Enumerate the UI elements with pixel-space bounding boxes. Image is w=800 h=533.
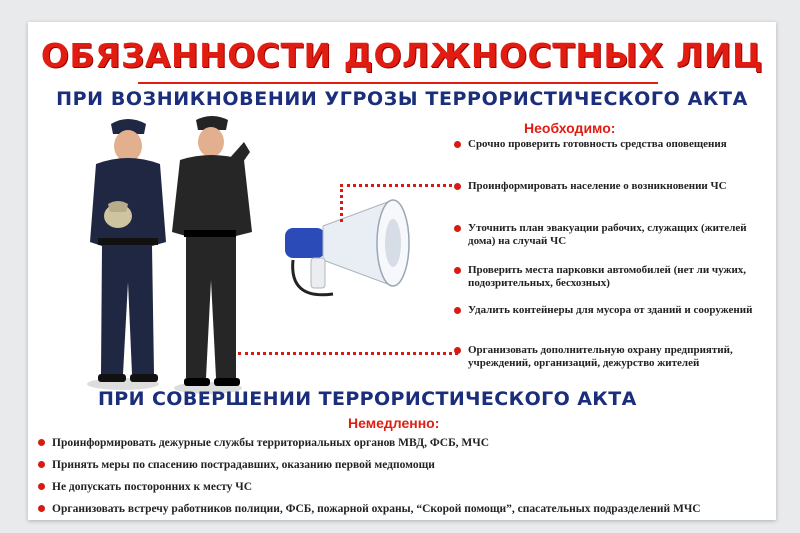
page-title xyxy=(28,36,776,75)
bullet-icon xyxy=(38,439,45,446)
bullet-icon xyxy=(454,347,461,354)
item-text: Организовать встречу работников полиции, ФСБ, пожарной охраны, “Скорой помощи”, спасательных подразделений МЧС xyxy=(52,503,701,515)
list-item xyxy=(450,222,770,248)
item-text: Принять меры по спасению пострадавших, оказанию первой медпомощи xyxy=(52,459,435,471)
item-text: Не допускать посторонних к месту ЧС xyxy=(52,481,253,493)
guard-figures xyxy=(68,112,258,402)
poster xyxy=(28,22,776,520)
connector-top-v xyxy=(340,184,343,222)
item-text: Проверить места парковки автомобилей (нет ли чужих, подозрительных, бесхозных) xyxy=(468,264,747,289)
item-text: Проинформировать население о возникновении ЧС xyxy=(468,180,727,192)
subtitle-act: ПРИ СОВЕРШЕНИИ ТЕРРОРИСТИЧЕСКОГО АКТА xyxy=(98,388,637,410)
list-item xyxy=(34,436,774,458)
bullet-icon xyxy=(454,267,461,274)
list-item xyxy=(34,458,774,480)
bullet-icon xyxy=(454,183,461,190)
list-item xyxy=(34,502,774,524)
bullet-icon xyxy=(454,225,461,232)
bullet-icon xyxy=(38,483,45,490)
list-item xyxy=(34,480,774,502)
item-text: Проинформировать дежурные службы территориальных органов МВД, ФСБ, МЧС xyxy=(52,437,490,449)
bullet-icon xyxy=(454,307,461,314)
list-item xyxy=(450,138,770,151)
megaphone-icon xyxy=(273,190,428,310)
bullet-icon xyxy=(38,505,45,512)
list-item xyxy=(450,264,770,290)
item-text: Организовать дополнительную охрану предприятий, учреждений, организаций, дежурство жителей xyxy=(468,344,733,369)
necessary-heading: Необходимо: xyxy=(524,120,616,136)
item-text: Срочно проверить готовность средства оповещения xyxy=(468,138,727,150)
connector-top-h xyxy=(340,184,458,187)
title-text: ОБЯЗАННОСТИ ДОЛЖНОСТНЫХ ЛИЦ xyxy=(40,36,764,75)
immediately-list xyxy=(34,436,774,524)
item-text: Уточнить план эвакуации рабочих, служащих (жителей дома) на случай ЧС xyxy=(468,222,747,247)
bullet-icon xyxy=(454,141,461,148)
title-underline xyxy=(138,82,658,84)
item-text: Удалить контейнеры для мусора от зданий и сооружений xyxy=(468,304,753,316)
guard-left xyxy=(87,119,166,390)
subtitle-threat: ПРИ ВОЗНИКНОВЕНИИ УГРОЗЫ ТЕРРОРИСТИЧЕСКОГО АКТА xyxy=(56,88,748,110)
connector-bottom-h xyxy=(238,352,458,355)
list-item xyxy=(450,304,770,317)
immediately-heading: Немедленно: xyxy=(348,415,440,431)
list-item xyxy=(450,344,770,370)
list-item xyxy=(450,180,770,193)
bullet-icon xyxy=(38,461,45,468)
